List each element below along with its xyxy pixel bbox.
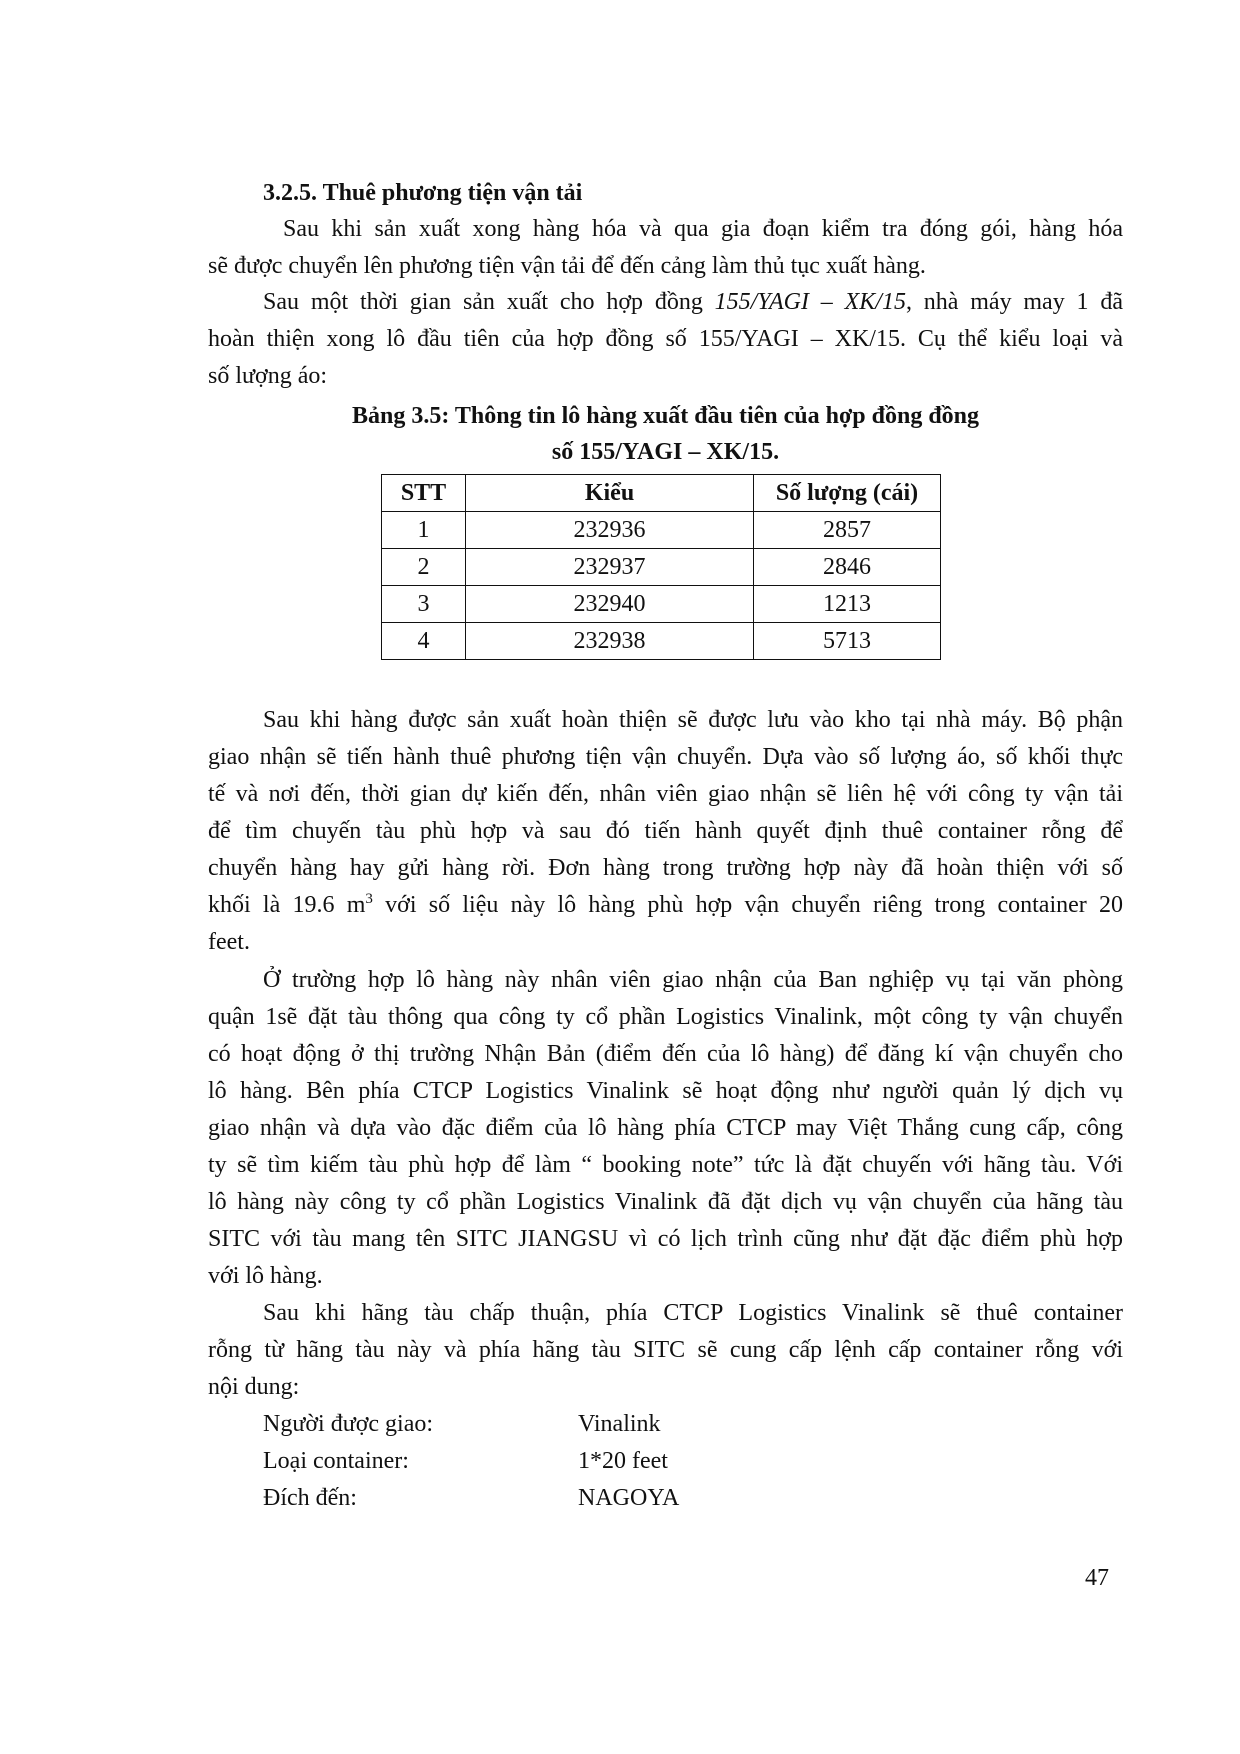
cell-stt: 4 bbox=[382, 623, 466, 660]
paragraph-4-line-2: quận 1sẽ đặt tàu thông qua công ty cổ phần Logistics Vinalink, một công ty vận chuyển bbox=[208, 1004, 1123, 1030]
cell-kieu: 232936 bbox=[466, 512, 754, 549]
table-row bbox=[382, 586, 941, 623]
section-heading: 3.2.5. Thuê phương tiện vận tải bbox=[263, 180, 583, 206]
cell-kieu: 232940 bbox=[466, 586, 754, 623]
container-type-label: Loại container: bbox=[263, 1448, 409, 1474]
paragraph-1-line-1: Sau khi sản xuất xong hàng hóa và qua gia đoạn kiểm tra đóng gói, hàng hóa bbox=[283, 216, 1123, 242]
shipment-table bbox=[381, 474, 941, 660]
destination-value: NAGOYA bbox=[578, 1485, 680, 1511]
paragraph-4-line-8: SITC với tàu mang tên SITC JIANGSU vì có lịch trình cũng như đặt đặc điểm phù hợp bbox=[208, 1226, 1123, 1252]
cell-so-luong: 5713 bbox=[754, 623, 941, 660]
table-header-row bbox=[382, 475, 941, 512]
cell-stt: 1 bbox=[382, 512, 466, 549]
contract-number: 155/YAGI – XK/15 bbox=[714, 289, 906, 315]
paragraph-5-line-1: Sau khi hãng tàu chấp thuận, phía CTCP Logistics Vinalink sẽ thuê container bbox=[263, 1300, 1123, 1326]
cubic-superscript: 3 bbox=[365, 891, 373, 907]
paragraph-3-line-2: giao nhận sẽ tiến hành thuê phương tiện vận chuyển. Dựa vào số lượng áo, số khối thực bbox=[208, 744, 1123, 770]
paragraph-2-line-1 bbox=[263, 287, 1123, 317]
cell-so-luong: 2846 bbox=[754, 549, 941, 586]
volume-text: khối là 19.6 m bbox=[208, 892, 366, 918]
header-stt: STT bbox=[382, 475, 466, 512]
paragraph-5-line-2: rỗng từ hãng tàu này và phía hãng tàu SITC sẽ cung cấp lệnh cấp container rỗng với bbox=[208, 1337, 1123, 1363]
table-row bbox=[382, 549, 941, 586]
paragraph-3-line-4: để tìm chuyến tàu phù hợp và sau đó tiến hành quyết định thuê container rỗng để bbox=[208, 818, 1123, 844]
paragraph-2-line-3: số lượng áo: bbox=[208, 363, 328, 389]
paragraph-4-line-9: với lô hàng. bbox=[208, 1263, 323, 1289]
paragraph-3-line-6 bbox=[208, 890, 1123, 920]
page-number: 47 bbox=[1085, 1565, 1109, 1591]
paragraph-3-line-5: chuyển hàng hay gửi hàng rời. Đơn hàng trong trường hợp này đã hoàn thiện với số bbox=[208, 855, 1123, 881]
header-so-luong: Số lượng (cái) bbox=[754, 475, 941, 512]
paragraph-4-line-6: ty sẽ tìm kiếm tàu phù hợp để làm “ booking note” tức là đặt chuyến với hãng tàu. Với bbox=[208, 1152, 1123, 1178]
cell-kieu: 232938 bbox=[466, 623, 754, 660]
paragraph-4-line-5: giao nhận và dựa vào đặc điểm của lô hàng phía CTCP may Việt Thắng cung cấp, công bbox=[208, 1115, 1123, 1141]
paragraph-2-line-2: hoàn thiện xong lô đầu tiên của hợp đồng số 155/YAGI – XK/15. Cụ thể kiểu loại và bbox=[208, 326, 1123, 352]
destination-label: Đích đến: bbox=[263, 1485, 357, 1511]
paragraph-3-line-7: feet. bbox=[208, 929, 250, 955]
table-caption-line-1: Bảng 3.5: Thông tin lô hàng xuất đầu tiên của hợp đồng đồng bbox=[351, 403, 980, 429]
cell-stt: 2 bbox=[382, 549, 466, 586]
table-caption-line-2: số 155/YAGI – XK/15. bbox=[551, 439, 780, 465]
paragraph-4-line-1: Ở trường hợp lô hàng này nhân viên giao nhận của Ban nghiệp vụ tại văn phòng bbox=[263, 967, 1123, 993]
paragraph-3-line-1: Sau khi hàng được sản xuất hoàn thiện sẽ được lưu vào kho tại nhà máy. Bộ phận bbox=[263, 707, 1123, 733]
cell-kieu: 232937 bbox=[466, 549, 754, 586]
cell-so-luong: 1213 bbox=[754, 586, 941, 623]
paragraph-2-text-start: Sau một thời gian sản xuất cho hợp đồng bbox=[263, 289, 715, 315]
paragraph-4-line-3: có hoạt động ở thị trường Nhận Bản (điểm đến của lô hàng) để đăng kí vận chuyển cho bbox=[208, 1041, 1123, 1067]
paragraph-3-line-6-end: với số liệu này lô hàng phù hợp vận chuyển riêng trong container 20 bbox=[372, 892, 1124, 918]
paragraph-4-line-4: lô hàng. Bên phía CTCP Logistics Vinalink sẽ hoạt động như người quản lý dịch vụ bbox=[208, 1078, 1123, 1104]
recipient-label: Người được giao: bbox=[263, 1411, 434, 1437]
recipient-value: Vinalink bbox=[578, 1411, 661, 1437]
container-type-value: 1*20 feet bbox=[578, 1448, 668, 1474]
paragraph-4-line-7: lô hàng này công ty cổ phần Logistics Vinalink đã đặt dịch vụ vận chuyển của hãng tàu bbox=[208, 1189, 1123, 1215]
paragraph-5-line-3: nội dung: bbox=[208, 1374, 300, 1400]
paragraph-3-line-3: tế và nơi đến, thời gian dự kiến đến, nhân viên giao nhận sẽ liên hệ với công ty vận tải bbox=[208, 781, 1123, 807]
paragraph-2-text-end: , nhà máy may 1 đã bbox=[905, 289, 1123, 315]
header-kieu: Kiểu bbox=[466, 475, 754, 512]
table-row bbox=[382, 623, 941, 660]
cell-so-luong: 2857 bbox=[754, 512, 941, 549]
cell-stt: 3 bbox=[382, 586, 466, 623]
paragraph-1-line-2: sẽ được chuyển lên phương tiện vận tải để đến cảng làm thủ tục xuất hàng. bbox=[208, 253, 926, 279]
table-row bbox=[382, 512, 941, 549]
